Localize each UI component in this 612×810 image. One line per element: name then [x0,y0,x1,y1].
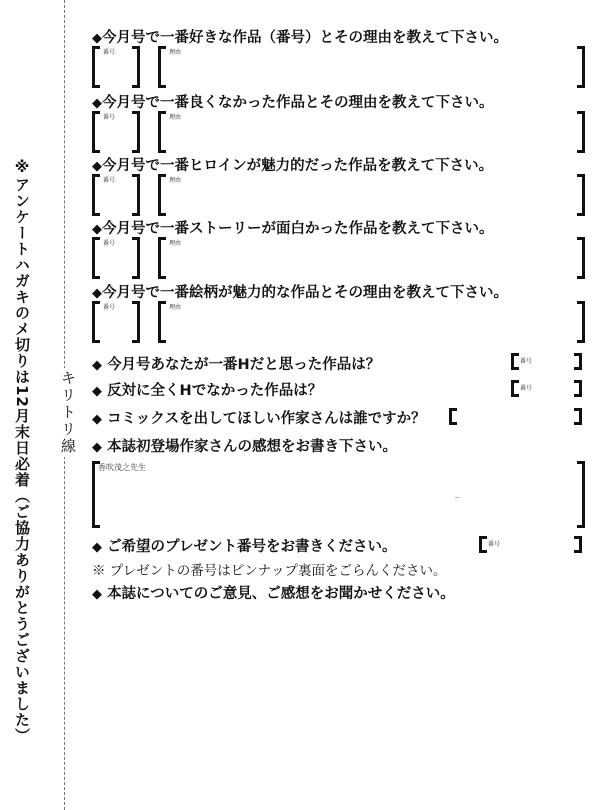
author-field-end [574,408,582,425]
question-present [92,535,396,556]
reason-label: 理由 [169,304,182,311]
diamond-icon: ◆ [92,440,102,455]
question-text: 今月号で一番ヒロインが魅力的だった作品を教えて下さい。 [102,158,494,174]
reason-field-end [577,111,585,153]
question-text: 本誌初登場作家さんの感想をお書き下さい。 [107,439,398,455]
deadline-note: ※アンケートハガキのメ切りは12月末日必着（ご協力ありがとうございました） [13,158,31,744]
reason-field[interactable] [158,237,166,279]
number-label: 番号 [103,114,116,121]
author-field[interactable] [449,408,457,425]
number-label: 番号 [488,541,501,548]
diamond-icon: ◆ [92,31,102,46]
reason-field-end [577,301,585,343]
comment-field-end [577,461,585,528]
number-field[interactable] [92,111,100,153]
number-label: 番号 [520,385,533,392]
number-field[interactable] [511,353,519,370]
question-text: 今月号で一番良くなかった作品とその理由を教えて下さい。 [102,95,494,111]
number-field[interactable] [479,536,487,553]
number-label: 番号 [103,177,116,184]
diamond-icon: ◆ [92,286,102,301]
number-field-end [574,380,582,397]
question-text: ご希望のプレゼント番号をお書きください。 [107,539,397,555]
author-name: 香吹茂之先生 [98,463,146,472]
question-text: 反対に全くHでなかった作品は？ [107,383,323,399]
diamond-icon: ◆ [92,540,102,555]
reason-field[interactable] [158,301,166,343]
question-comics-author [92,407,426,428]
reason-field-end [577,46,585,88]
question-3 [92,154,493,175]
reason-field[interactable] [158,46,166,88]
diamond-icon: ◆ [92,412,102,427]
question-2 [92,91,494,112]
number-field[interactable] [92,237,100,279]
number-field-end [574,353,582,370]
question-1 [92,26,508,47]
reason-field[interactable] [158,111,166,153]
number-field-end [574,536,582,553]
cut-line-label: キリトリ線 [59,370,77,455]
reason-field-end [577,237,585,279]
number-field-end [132,46,140,88]
diamond-icon: ◆ [92,96,102,111]
number-field[interactable] [511,380,519,397]
question-opinions [92,582,455,603]
reason-label: 理由 [169,49,182,56]
number-field-end [132,237,140,279]
diamond-icon: ◆ [92,384,102,399]
question-h-work [92,353,380,374]
number-label: 番号 [103,49,116,56]
question-4 [92,217,494,238]
reason-field[interactable] [158,174,166,216]
question-text: 今月号あなたが一番Hだと思った作品は？ [107,357,381,373]
question-text: 今月号で一番ストーリーが面白かった作品を教えて下さい。 [102,221,494,237]
number-label: 番号 [103,240,116,247]
reason-label: 理由 [169,240,182,247]
number-label: 番号 [103,304,116,311]
diamond-icon: ◆ [92,587,102,602]
question-text: 本誌についてのご意見、ご感想をお聞かせください。 [107,586,455,602]
question-5 [92,281,508,302]
number-label: 番号 [520,358,533,365]
number-field-end [132,111,140,153]
print-speck [455,497,460,498]
question-text: コミックスを出してほしい作家さんは誰ですか？ [107,411,426,427]
diamond-icon: ◆ [92,222,102,237]
number-field[interactable] [92,46,100,88]
reason-field-end [577,174,585,216]
reason-label: 理由 [169,177,182,184]
number-field[interactable] [92,301,100,343]
diamond-icon: ◆ [92,358,102,373]
diamond-icon: ◆ [92,159,102,174]
question-new-author [92,435,397,456]
question-not-h-work [92,379,322,400]
number-field-end [132,301,140,343]
number-field-end [132,174,140,216]
question-text: 今月号で一番絵柄が魅力的な作品とその理由を教えて下さい。 [102,285,508,301]
reason-label: 理由 [169,114,182,121]
number-field[interactable] [92,174,100,216]
present-note: ※ プレゼントの番号はピンナップ裏面をごらんください。 [92,563,447,579]
question-text: 今月号で一番好きな作品（番号）とその理由を教えて下さい。 [102,30,508,46]
